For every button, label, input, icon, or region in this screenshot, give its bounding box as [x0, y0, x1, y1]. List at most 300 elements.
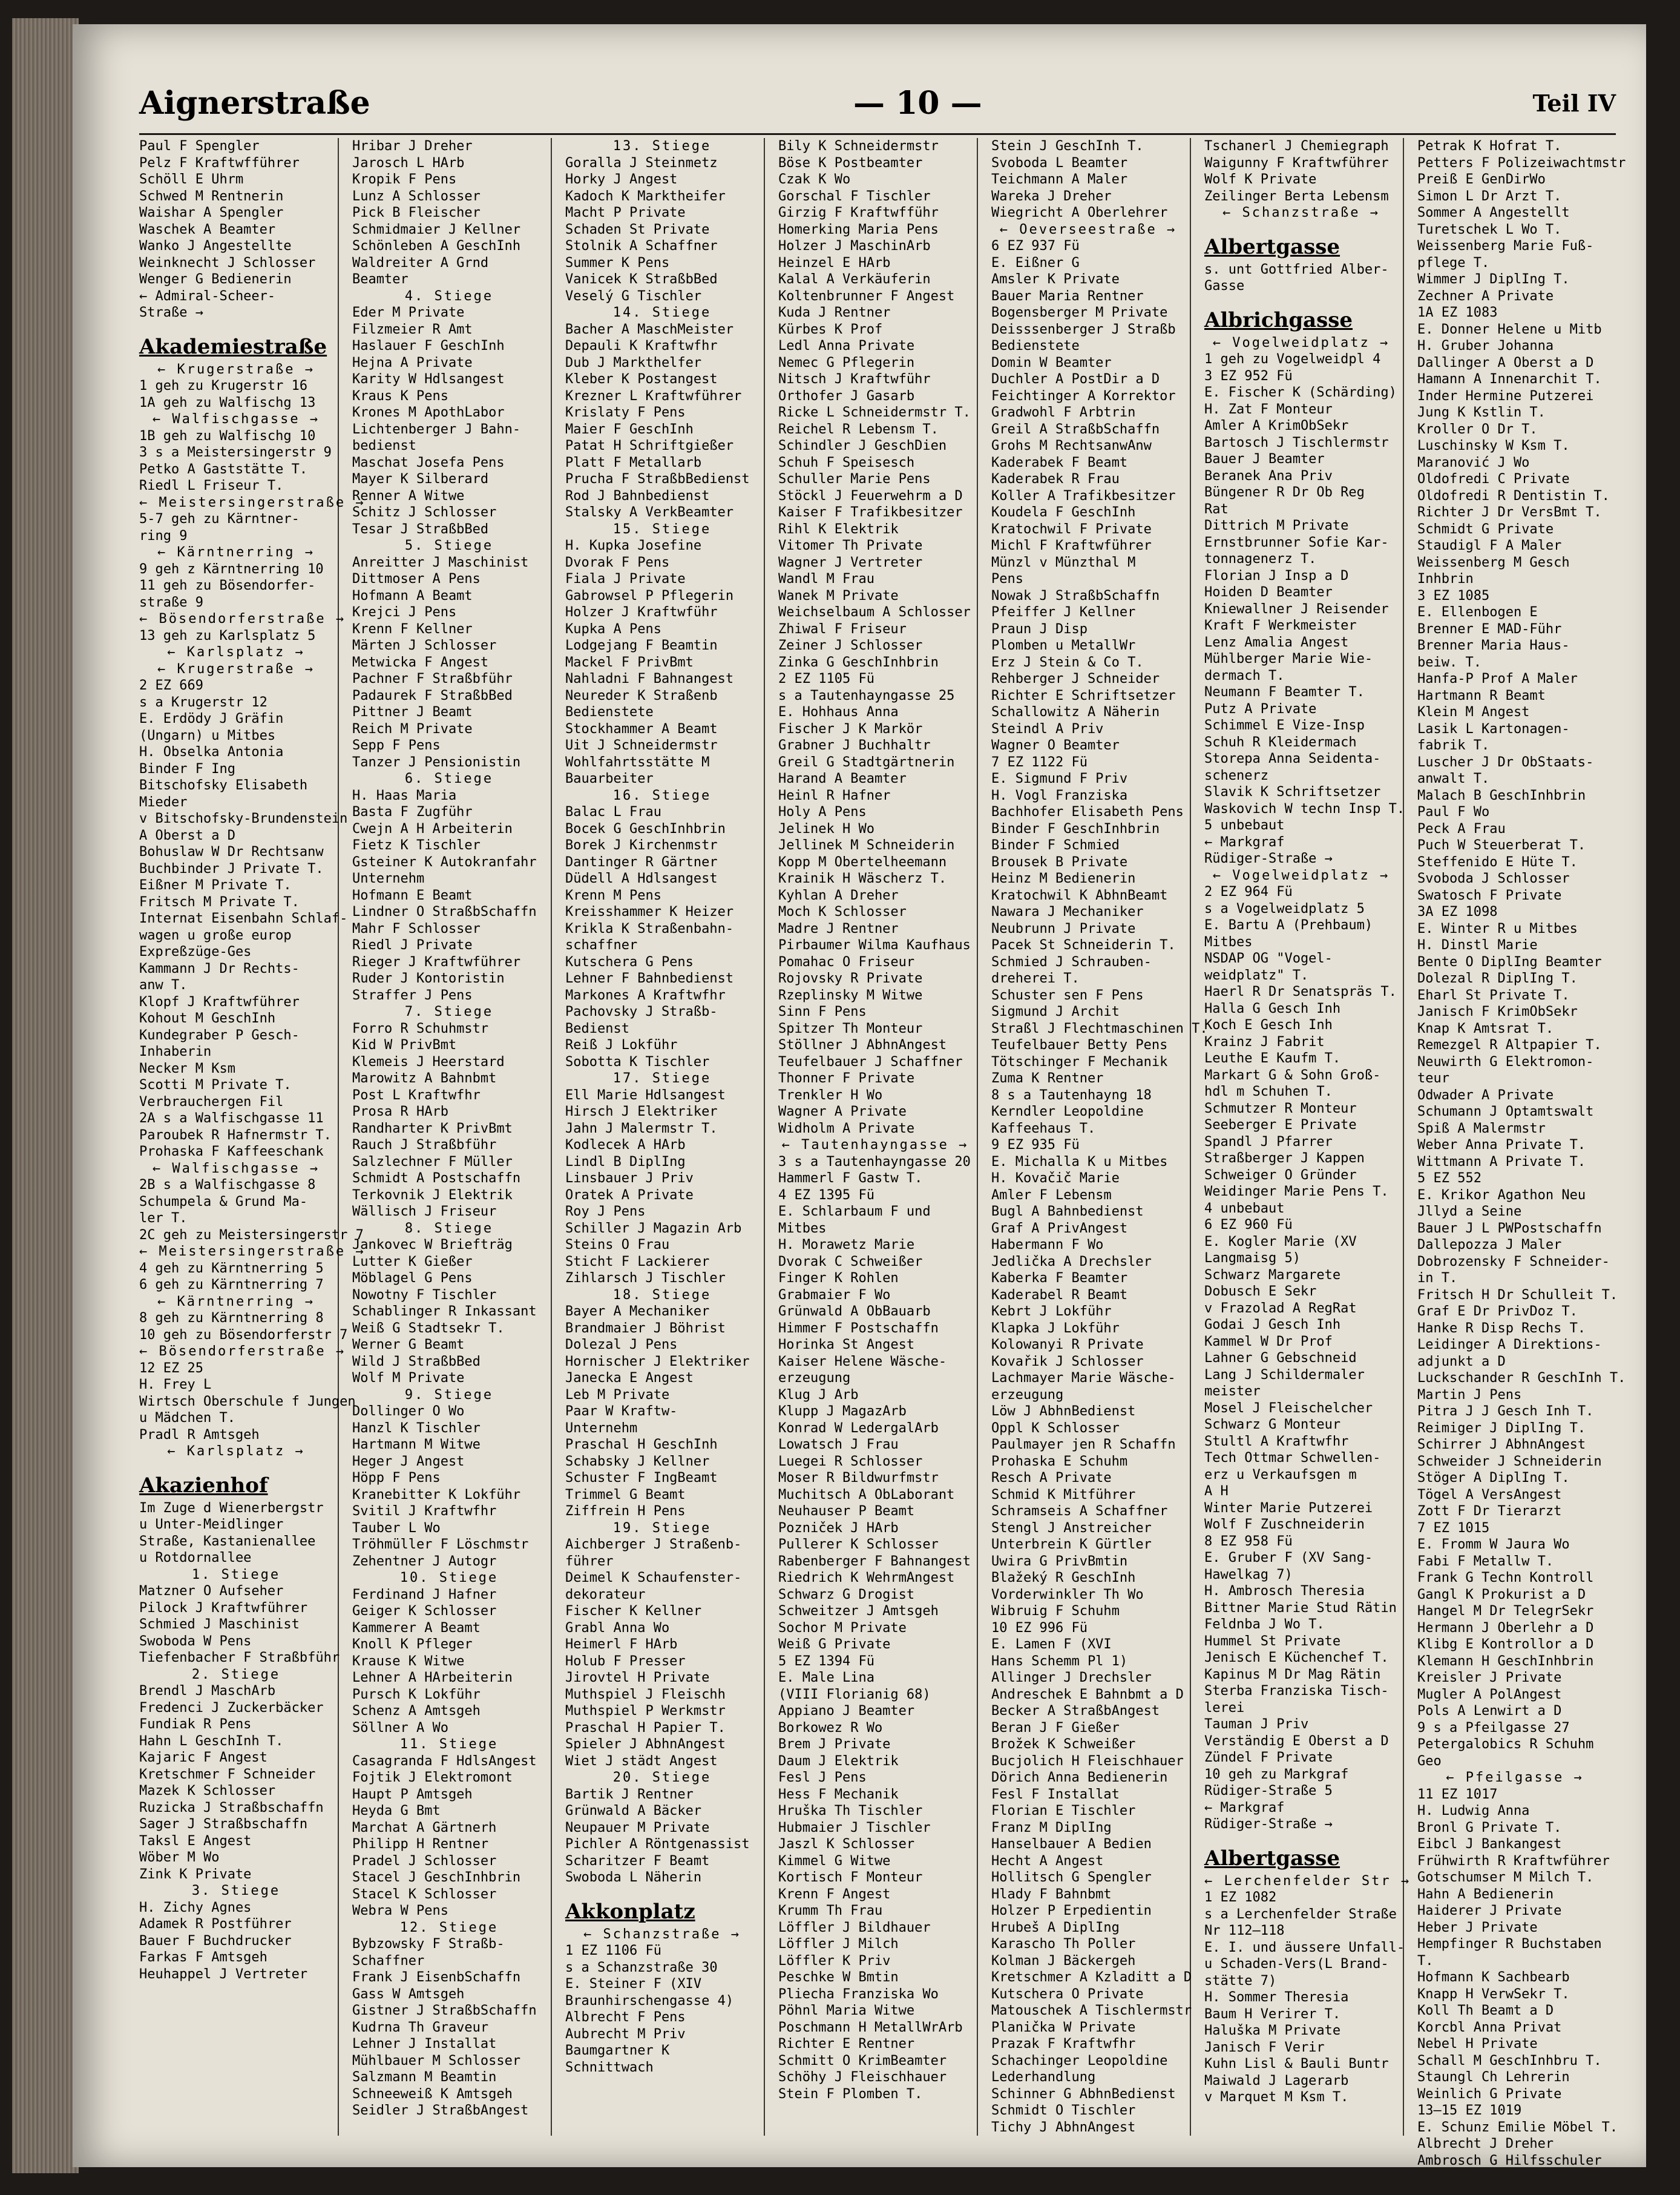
directory-entry: Fiala J Private: [565, 571, 686, 587]
directory-entry: Muchitsch A ObLaborant: [778, 1487, 955, 1502]
directory-entry: Daum J Elektrik: [778, 1753, 899, 1769]
page-edges: [12, 18, 79, 2173]
directory-entry: 2 EZ 669: [139, 678, 203, 693]
directory-entry: Schwarz G Monteur: [1204, 1417, 1341, 1432]
directory-entry: Fischer K Kellner: [565, 1604, 702, 1619]
directory-entry: Schönleben A GeschInh: [352, 239, 521, 254]
directory-entry: E. Sigmund F Priv: [991, 771, 1128, 786]
directory-entry: Prohaska E Schuhm: [991, 1453, 1128, 1469]
directory-entry: Rehberger J Schneider: [991, 671, 1160, 686]
directory-entry: Werner G Beamt: [352, 1337, 465, 1352]
directory-entry: Pozniček J HArb: [778, 1520, 899, 1536]
directory-entry: Tögel A VersAngest: [1417, 1487, 1562, 1502]
directory-entry: Frühwirth R Kraftwführer: [1417, 1853, 1610, 1869]
directory-entry: Dolezal R DiplIng T.: [1417, 971, 1578, 986]
directory-entry: Zott F Dr Tierarzt: [1417, 1504, 1562, 1519]
directory-entry: Schallowitz A Näherin: [991, 705, 1160, 720]
directory-entry: Reimiger J DiplIng T.: [1417, 1420, 1586, 1436]
directory-entry: Swatosch F Private: [1417, 887, 1562, 903]
directory-entry: Jung K Kstlin T.: [1417, 405, 1546, 420]
directory-entry: Expreßzüge-Ges: [139, 944, 252, 959]
directory-entry: Wagner J Vertreter: [778, 555, 923, 570]
directory-entry: u Rotdornallee: [139, 1550, 252, 1565]
directory-entry: Stengl J Anstreicher: [991, 1520, 1152, 1536]
directory-entry: Stein F Plomben T.: [778, 2086, 923, 2102]
directory-entry: E. Fischer K (Schärding): [1204, 385, 1397, 400]
directory-entry: Godai J Gesch Inh: [1204, 1317, 1341, 1332]
directory-entry: Kebrt J Lokführ: [991, 1304, 1112, 1319]
directory-entry: Vanicek K StraßbBed: [565, 272, 718, 287]
directory-entry: Seeberger E Private: [1204, 1117, 1357, 1133]
directory-entry: Grabl Anna Wo: [565, 1620, 670, 1636]
directory-entry: Dittrich M Private: [1204, 518, 1349, 533]
directory-entry: Michl F Kraftwführer: [991, 538, 1152, 553]
directory-entry: Luckschander R GeschInh T.: [1417, 1371, 1626, 1386]
directory-entry: E. Donner Helene u Mitb: [1417, 321, 1602, 337]
directory-entry: Dollinger O Wo: [352, 1404, 465, 1419]
directory-entry: 13. Stiege: [612, 139, 712, 154]
directory-entry: Lutter K Gießer: [352, 1254, 473, 1269]
street-heading: Albertgasse: [1204, 234, 1340, 259]
directory-entry: Grabmaier F Wo: [778, 1287, 891, 1303]
directory-entry: Zuma K Rentner: [991, 1071, 1104, 1086]
directory-entry: Schirrer J AbhnAngest: [1417, 1437, 1586, 1452]
directory-entry: Pöhnl Maria Witwe: [778, 2003, 915, 2018]
directory-entry: Kropik F Pens: [352, 172, 457, 187]
directory-entry: Dvorak C Schweißer: [778, 1254, 923, 1269]
directory-entry: Stöckl J Feuerwehrm a D: [778, 488, 963, 504]
directory-entry: Mühlberger Marie Wie-: [1204, 651, 1373, 666]
directory-entry: Cwejn A H Arbeiterin: [352, 821, 513, 837]
directory-entry: ← Karlsplatz →: [167, 645, 305, 660]
directory-entry: Schöll E Uhrm: [139, 172, 244, 187]
directory-entry: anw T.: [139, 978, 188, 993]
directory-entry: Inhbrin: [1417, 571, 1474, 587]
directory-entry: Peck A Frau: [1417, 821, 1506, 837]
directory-entry: Kratochwil K AbhnBeamt: [991, 887, 1168, 903]
directory-entry: Wagner A Private: [778, 1104, 907, 1119]
directory-entry: Duchler A PostDir a D: [991, 372, 1160, 387]
directory-entry: Platt F Metallarb: [565, 455, 702, 470]
directory-entry: Resch A Private: [991, 1470, 1112, 1486]
directory-entry: Unterbrein K Gürtler: [991, 1537, 1152, 1552]
directory-entry: 14. Stiege: [612, 305, 712, 320]
directory-entry: Tiefenbacher F Straßbführ: [139, 1650, 340, 1665]
directory-entry: Halla G Gesch Inh: [1204, 1001, 1341, 1016]
directory-entry: Stolnik A Schaffner: [565, 239, 718, 254]
directory-entry: Storepa Anna Seidenta-: [1204, 751, 1381, 766]
directory-entry: Stacel J GeschInhbrin: [352, 1870, 521, 1885]
directory-entry: Schabsky J Kellner: [565, 1453, 710, 1469]
directory-entry: Lehner A HArbeiterin: [352, 1670, 513, 1685]
directory-entry: Zinka G GeschInhbrin: [778, 654, 939, 670]
directory-entry: Salzmann M Beamtin: [352, 2070, 497, 2085]
directory-entry: dekorateur: [565, 1587, 646, 1602]
directory-entry: Klemann H GeschInhbrin: [1417, 1653, 1594, 1669]
directory-entry: Summer K Pens: [565, 255, 670, 271]
directory-entry: Kreisshammer K Heizer: [565, 904, 734, 920]
street-heading: Akazienhof: [139, 1473, 268, 1498]
directory-entry: Wibruig F Schuhm: [991, 1604, 1120, 1619]
directory-entry: Horky J Angest: [565, 172, 678, 187]
directory-entry: Neuhauser P Beamt: [778, 1504, 915, 1519]
directory-entry: Seidler J StraßbAngest: [352, 2103, 529, 2118]
directory-entry: Hanzl K Tischler: [352, 1420, 481, 1436]
directory-entry: ← Markgraf: [1204, 834, 1285, 850]
directory-entry: Plomben u MetallWr: [991, 638, 1136, 653]
directory-entry: Depauli K Kraftwfhr: [565, 338, 718, 354]
directory-entry: stätte 7): [1204, 1973, 1277, 1989]
directory-entry: Neureder K Straßenb: [565, 688, 718, 703]
directory-entry: Paul F Spengler: [139, 139, 260, 154]
directory-entry: Zink K Private: [139, 1866, 252, 1882]
directory-entry: Mackel F PrivBmt: [565, 654, 694, 670]
directory-entry: Fritsch M Private T.: [139, 894, 300, 910]
directory-entry: Pursch K Lokführ: [352, 1687, 481, 1702]
directory-entry: 3 s a Tautenhayngasse 20: [778, 1154, 971, 1170]
directory-entry: Kretschmer A Kzladitt a D: [991, 1970, 1192, 1985]
directory-entry: ← Karlsplatz →: [167, 1444, 305, 1459]
directory-entry: Pachovsky J Straßb-: [565, 1004, 718, 1019]
directory-entry: 6 geh zu Kärntnerring 7: [139, 1277, 324, 1292]
directory-entry: H. Gruber Johanna: [1417, 338, 1554, 354]
directory-entry: 1 geh zu Vogelweidpl 4: [1204, 352, 1381, 367]
directory-entry: Pullerer K Schlosser: [778, 1537, 939, 1552]
directory-entry: Kerndler Leopoldine: [991, 1104, 1144, 1119]
directory-entry: Rüdiger-Straße 5: [1204, 1783, 1333, 1798]
directory-entry: Richter E Schriftsetzer: [991, 688, 1176, 703]
directory-entry: H. Morawetz Marie: [778, 1237, 915, 1252]
directory-entry: Fesl F Installat: [991, 1786, 1120, 1802]
directory-entry: Koch E Gesch Inh: [1204, 1018, 1333, 1033]
directory-entry: Stalsky A VerkBeamter: [565, 505, 734, 520]
directory-entry: Geo: [1417, 1753, 1442, 1769]
directory-entry: Mayer K Silberard: [352, 472, 489, 487]
directory-entry: Schinner G AbhnBedienst: [991, 2086, 1176, 2102]
directory-entry: Adamek R Postführer: [139, 1917, 292, 1932]
directory-entry: Kraus K Pens: [352, 388, 448, 404]
directory-entry: ← Walfischgasse →: [152, 412, 320, 427]
column-2: [352, 138, 552, 2136]
directory-entry: Stöllner J AbhnAngest: [778, 1038, 947, 1053]
directory-entry: Bartosch J Tischlermstr: [1204, 435, 1389, 450]
directory-entry: Dallepozza J Maler: [1417, 1237, 1562, 1252]
directory-entry: Schuh R Kleidermach: [1204, 734, 1357, 750]
directory-entry: Hlady F Bahnbmt: [991, 1886, 1112, 1902]
directory-entry: Basta F Zugführ: [352, 805, 473, 820]
directory-entry: Jahn J Malermstr T.: [565, 1121, 718, 1136]
directory-entry: 6 EZ 960 Fü: [1204, 1217, 1293, 1232]
directory-entry: Fredenci J Zuckerbäcker: [139, 1700, 324, 1716]
directory-entry: Finger K Rohlen: [778, 1271, 899, 1286]
directory-entry: 1A EZ 1083: [1417, 305, 1498, 320]
directory-entry: Klapka J Lokführ: [991, 1320, 1120, 1336]
directory-entry: Höpp F Pens: [352, 1470, 441, 1486]
directory-entry: Knap K Amtsrat T.: [1417, 1021, 1554, 1036]
directory-entry: Martin J Pens: [1417, 1387, 1522, 1403]
directory-entry: s a Vogelweidplatz 5: [1204, 901, 1365, 917]
directory-entry: Eißner M Private T.: [139, 878, 292, 893]
directory-entry: Feldnba J Wo T.: [1204, 1617, 1325, 1632]
directory-entry: Bohuslaw W Dr Rechtsanw: [139, 844, 324, 860]
directory-entry: Klibg E Kontrollor a D: [1417, 1637, 1594, 1652]
directory-entry: Albrecht F Pens: [565, 2010, 686, 2025]
directory-entry: Janisch F Verir: [1204, 2039, 1325, 2055]
directory-entry: Veselý G Tischler: [565, 288, 702, 304]
directory-entry: Schumpela & Grund Ma-: [139, 1194, 308, 1209]
directory-entry: Praun J Disp: [991, 621, 1088, 637]
directory-entry: Dub J Markthelfer: [565, 355, 702, 370]
directory-entry: Ruder J Kontoristin: [352, 971, 505, 986]
directory-entry: Gabrowsel P Pflegerin: [565, 588, 734, 604]
directory-entry: Mühlbauer M Schlosser: [352, 2053, 521, 2068]
directory-entry: Brožek K Schweißer: [991, 1737, 1136, 1752]
directory-entry: Löffler J Milch: [778, 1937, 899, 1952]
directory-entry: Bauer F Buchdrucker: [139, 1933, 292, 1949]
directory-entry: Steindl A Priv: [991, 721, 1104, 737]
directory-entry: u Mädchen T.: [139, 1410, 235, 1426]
directory-entry: Stockhammer A Beamt: [565, 721, 718, 737]
street-heading: Akademiestraße: [139, 334, 327, 359]
directory-entry: Heimerl F HArb: [565, 1637, 678, 1652]
directory-entry: Mitbes: [778, 1220, 827, 1236]
directory-entry: Planička W Private: [991, 2019, 1136, 2035]
directory-entry: teur: [1417, 1071, 1449, 1086]
directory-entry: Teufelbauer J Schaffner: [778, 1054, 963, 1070]
directory-entry: lerei: [1204, 1700, 1245, 1716]
directory-entry: Erz J Stein & Co T.: [991, 654, 1144, 670]
directory-entry: Haerl R Dr Senatspräs T.: [1204, 984, 1397, 999]
running-street-title: Aignerstraße: [139, 85, 370, 122]
directory-entry: Teichmann A Maler: [991, 172, 1128, 187]
column-1: [139, 138, 366, 2136]
directory-entry: 5 unbebaut: [1204, 818, 1285, 833]
directory-entry: Amsler K Private: [991, 272, 1120, 287]
directory-entry: Bittner Marie Stud Rätin: [1204, 1600, 1397, 1616]
directory-entry: Bronl G Private T.: [1417, 1820, 1562, 1835]
directory-entry: ← Lerchenfelder Str →: [1204, 1873, 1411, 1889]
directory-entry: Kaiser Helene Wäsche-: [778, 1354, 947, 1369]
directory-entry: 4 unbebaut: [1204, 1200, 1285, 1216]
directory-entry: Hoiden D Beamter: [1204, 585, 1333, 600]
directory-entry: Holzer J MaschinArb: [778, 239, 931, 254]
directory-entry: Domin W Beamter: [991, 355, 1112, 370]
directory-entry: Mahr F Schlosser: [352, 921, 481, 936]
directory-entry: Gass W Amtsgeh: [352, 1986, 465, 2002]
directory-entry: Aubrecht M Priv: [565, 2026, 686, 2042]
directory-entry: Schwarz G Drogist: [778, 1587, 915, 1602]
directory-entry: Jaszl K Schlosser: [778, 1837, 915, 1852]
directory-entry: Kutschera G Pens: [565, 954, 694, 970]
directory-entry: Odwader A Private: [1417, 1087, 1554, 1103]
directory-entry: Florian J Insp a D: [1204, 568, 1349, 584]
directory-entry: ← Kärntnerring →: [157, 545, 315, 560]
directory-entry: Hess F Mechanik: [778, 1786, 899, 1802]
directory-entry: Beran J F Gießer: [991, 1720, 1120, 1736]
directory-entry: 10. Stiege: [399, 1570, 499, 1585]
directory-entry: Homerking Maria Pens: [778, 222, 939, 237]
directory-entry: ← Markgraf: [1204, 1800, 1285, 1815]
directory-entry: Czak K Wo: [778, 172, 851, 187]
directory-entry: Schmied J Schrauben-: [991, 954, 1152, 970]
directory-entry: v Bitschofsky-Brundenstein: [139, 811, 348, 826]
directory-entry: Kohout M GeschInh: [139, 1011, 276, 1026]
directory-entry: Kraft F Werkmeister: [1204, 618, 1357, 633]
directory-entry: H. Vogl Franziska: [991, 788, 1128, 803]
directory-entry: Praschal H GeschInh: [565, 1437, 718, 1452]
directory-entry: Petko A Gaststätte T.: [139, 461, 308, 477]
directory-entry: Schindler J GeschDien: [778, 438, 947, 453]
directory-entry: in T.: [1417, 1271, 1458, 1286]
directory-entry: Bedienstete: [991, 338, 1080, 354]
directory-entry: Kammel W Dr Prof: [1204, 1334, 1333, 1349]
directory-entry: Böse K Postbeamter: [778, 155, 923, 171]
directory-entry: Lunz A Schlosser: [352, 188, 481, 204]
directory-entry: Konrad W LedergalArb: [778, 1420, 939, 1436]
directory-entry: 10 geh zu Bösendorferstr 7: [139, 1327, 348, 1343]
directory-entry: 5-7 geh zu Kärntner-: [139, 512, 300, 527]
directory-entry: ← Schanzstraße →: [583, 1926, 741, 1942]
directory-entry: Hartmann M Witwe: [352, 1437, 481, 1452]
directory-entry: Richter J Dr VersBmt T.: [1417, 505, 1602, 520]
directory-entry: erzeugung: [991, 1387, 1064, 1403]
directory-entry: Tanzer J Pensionistin: [352, 754, 521, 770]
directory-entry: Reichel R Lebensm T.: [778, 421, 939, 437]
directory-entry: ← Meistersingerstraße →: [139, 1244, 366, 1259]
street-heading: Albertgasse: [1204, 1846, 1340, 1871]
directory-entry: Pirbaumer Wilma Kaufhaus: [778, 938, 971, 953]
directory-entry: Waschek A Beamter: [139, 222, 276, 237]
directory-entry: Prohaska F Kaffeeschank: [139, 1144, 324, 1159]
directory-entry: 1 geh zu Krugerstr 16: [139, 378, 308, 393]
directory-entry: Waigunny F Kraftwführer: [1204, 155, 1389, 171]
directory-entry: führer: [565, 1553, 614, 1569]
directory-entry: Krainz J Fabrit: [1204, 1034, 1325, 1050]
directory-entry: 8 s a Tautenhayng 18: [991, 1087, 1152, 1103]
directory-entry: v Frazolad A RegRat: [1204, 1300, 1357, 1316]
directory-entry: Ledl Anna Private: [778, 338, 915, 354]
directory-entry: Schimmel E Vize-Insp: [1204, 718, 1365, 733]
directory-entry: 9 geh z Kärntnerring 10: [139, 561, 324, 577]
directory-entry: Verständig E Oberst a D: [1204, 1733, 1389, 1749]
directory-entry: Schall M GeschInhbru T.: [1417, 2053, 1602, 2068]
directory-entry: 18. Stiege: [612, 1287, 712, 1303]
directory-entry: Schenz A Amtsgeh: [352, 1703, 481, 1719]
directory-entry: schaffner: [565, 938, 638, 953]
directory-entry: Dobusch E Sekr: [1204, 1284, 1317, 1299]
directory-entry: Sobotta K Tischler: [565, 1054, 710, 1070]
directory-entry: 3 EZ 1085: [1417, 588, 1490, 604]
directory-entry: Krenn M Pens: [565, 887, 661, 903]
directory-entry: Kaiser F Trafikbesitzer: [778, 505, 963, 520]
directory-entry: Maier F GeschInh: [565, 421, 694, 437]
directory-entry: ← Vogelweidplatz →: [1212, 335, 1390, 350]
directory-entry: Lederhandlung: [991, 2070, 1096, 2085]
directory-entry: Sepp F Pens: [352, 738, 441, 753]
directory-entry: Nr 112—118: [1204, 1923, 1285, 1938]
directory-entry: Nahladni F Bahnangest: [565, 671, 734, 686]
directory-entry: ← Pfeilgasse →: [1446, 1770, 1584, 1785]
directory-entry: Weidinger Marie Pens T.: [1204, 1184, 1389, 1199]
directory-entry: Hrubeš A DiplIng: [991, 1920, 1120, 1935]
directory-entry: Zihlarsch J Tischler: [565, 1271, 726, 1286]
directory-entry: Schiller J Magazin Arb: [565, 1220, 742, 1236]
directory-entry: Hanfa-P Prof A Maler: [1417, 671, 1578, 686]
directory-entry: ler T.: [139, 1211, 188, 1226]
directory-entry: Hruška Th Tischler: [778, 1803, 923, 1818]
directory-entry: Wimmer J DiplIng T.: [1417, 272, 1570, 287]
directory-entry: ← Bösendorferstraße →: [139, 1344, 346, 1359]
directory-entry: Mazek K Schlosser: [139, 1783, 276, 1798]
directory-entry: Pick B Fleischer: [352, 205, 481, 220]
directory-entry: Pradel J Schlosser: [352, 1853, 497, 1869]
directory-entry: straße 9: [139, 594, 203, 610]
directory-entry: Krones M ApothLabor: [352, 405, 505, 420]
directory-entry: Schmutzer R Monteur: [1204, 1101, 1357, 1116]
directory-entry: Wandl M Frau: [778, 571, 874, 587]
directory-entry: Löffler K Priv: [778, 1953, 891, 1969]
directory-entry: Steffenido E Hüte T.: [1417, 854, 1578, 870]
directory-entry: Brousek B Private: [991, 854, 1128, 870]
directory-entry: Krainik H Wäscherz T.: [778, 871, 947, 886]
directory-entry: Tichy J AbhnAngest: [991, 2119, 1136, 2135]
directory-entry: 2C geh zu Meistersingerstr 7: [139, 1227, 364, 1243]
directory-entry: Schaden St Private: [565, 222, 710, 237]
directory-entry: anwalt T.: [1417, 771, 1490, 786]
directory-entry: meister: [1204, 1384, 1261, 1399]
directory-entry: H. Dinstl Marie: [1417, 938, 1538, 953]
directory-entry: Weinlich G Private: [1417, 2086, 1562, 2102]
directory-entry: Grohs M RechtsanwAnw: [991, 438, 1152, 453]
directory-entry: Leb M Private: [565, 1387, 670, 1403]
directory-entry: Krislaty F Pens: [565, 405, 686, 420]
directory-entry: Malach B GeschInhbrin: [1417, 788, 1586, 803]
directory-entry: erz u Verkaufsgen m: [1204, 1467, 1357, 1483]
directory-entry: Bily K Schneidermstr: [778, 139, 939, 154]
directory-entry: Thonner F Private: [778, 1071, 915, 1086]
directory-entry: Kreisler J Private: [1417, 1670, 1562, 1685]
directory-entry: 16. Stiege: [612, 788, 712, 803]
directory-entry: Kürbes K Prof: [778, 321, 883, 337]
directory-entry: Klein M Angest: [1417, 705, 1530, 720]
directory-entry: Bayer A Mechaniker: [565, 1304, 710, 1319]
directory-entry: Paul F Wo: [1417, 805, 1490, 820]
directory-entry: Koller A Trafikbesitzer: [991, 488, 1176, 504]
directory-entry: Scotti M Private T.: [139, 1078, 292, 1093]
directory-entry: Muthspiel P Werkmstr: [565, 1703, 726, 1719]
directory-entry: Frank J EisenbSchaffn: [352, 1970, 521, 1985]
directory-entry: Gangl K Prokurist a D: [1417, 1587, 1586, 1602]
directory-entry: Lowatsch J Frau: [778, 1437, 899, 1452]
directory-entry: 5. Stiege: [404, 538, 494, 553]
directory-entry: Pfeiffer J Kellner: [991, 605, 1136, 620]
directory-entry: Appiano J Beamter: [778, 1703, 915, 1719]
directory-entry: Löffler J Bildhauer: [778, 1920, 931, 1935]
directory-entry: Hangel M Dr TelegrSekr: [1417, 1604, 1594, 1619]
directory-entry: Bauer J Beamter: [1204, 452, 1325, 467]
directory-entry: E. Steiner F (XIV: [565, 1976, 702, 1992]
directory-entry: 1 EZ 1106 Fü: [565, 1943, 661, 1958]
directory-entry: Wolf M Private: [352, 1371, 465, 1386]
directory-entry: Spandl J Pfarrer: [1204, 1134, 1333, 1150]
directory-entry: Geiger K Schlosser: [352, 1604, 497, 1619]
directory-entry: Heyda G Bmt: [352, 1803, 441, 1818]
directory-entry: Hawelkag 7): [1204, 1567, 1293, 1582]
directory-entry: Graf E Dr PrivDoz T.: [1417, 1304, 1578, 1319]
directory-entry: Braunhirschengasse 4): [565, 1993, 734, 2009]
directory-entry: Krikla K Straßenbahn-: [565, 921, 734, 936]
directory-entry: 1A geh zu Walfischg 13: [139, 395, 316, 410]
